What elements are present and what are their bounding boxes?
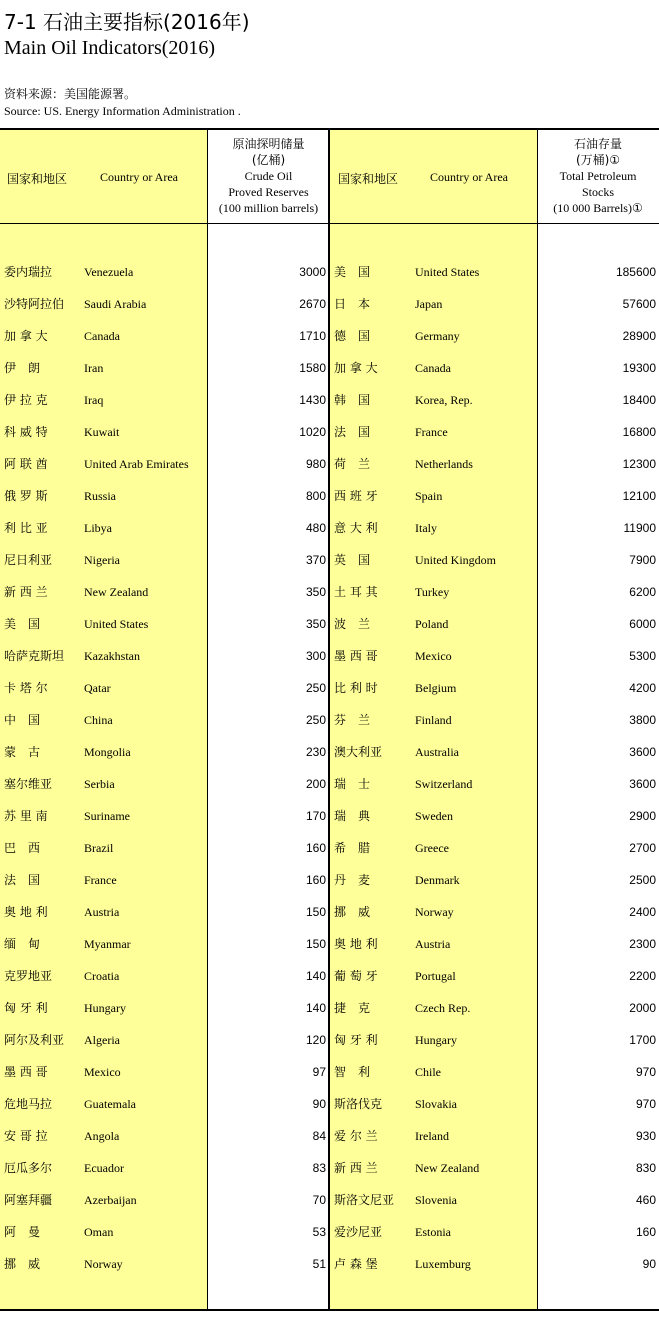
table-row	[0, 320, 659, 352]
left-country-en: Venezuela	[84, 265, 134, 279]
table-row	[0, 512, 659, 544]
stocks-value: 6200	[629, 585, 656, 599]
stocks-value: 970	[635, 1065, 656, 1079]
right-country-en: Belgium	[415, 681, 457, 695]
stocks-value: 16800	[622, 425, 656, 439]
stocks-value: 2700	[629, 841, 656, 855]
right-country-cn: 捷 克	[334, 1001, 371, 1015]
reserves-value: 1710	[299, 329, 326, 343]
left-country-cn: 危地马拉	[4, 1097, 53, 1111]
left-country-cn: 利 比 亚	[4, 521, 48, 535]
stocks-value: 19300	[622, 361, 656, 375]
stocks-value: 160	[635, 1225, 656, 1239]
stocks-value: 18400	[622, 393, 656, 407]
right-country-cn: 芬 兰	[334, 713, 371, 727]
left-country-cn: 克罗地亚	[4, 969, 53, 983]
left-country-en: Norway	[84, 1257, 123, 1271]
table-row	[0, 1248, 659, 1280]
header-country-en-left: Country or Area	[100, 170, 178, 184]
table-row	[0, 608, 659, 640]
table-row	[0, 1056, 659, 1088]
right-country-cn: 卢 森 堡	[334, 1257, 378, 1271]
stocks-value: 3600	[629, 777, 656, 791]
left-country-cn: 俄 罗 斯	[4, 489, 48, 503]
reserves-value: 2670	[299, 297, 326, 311]
reserves-value: 170	[305, 809, 326, 823]
stocks-value: 2000	[629, 1001, 656, 1015]
right-country-en: Switzerland	[415, 777, 473, 791]
source-note-cn: 资料来源：美国能源署。	[4, 87, 137, 101]
reserves-value: 200	[305, 777, 326, 791]
reserves-value: 84	[312, 1129, 326, 1143]
stocks-value: 2200	[629, 969, 656, 983]
left-country-en: China	[84, 713, 113, 727]
table-row	[0, 832, 659, 864]
header-reserves-en-3: (100 million barrels)	[218, 201, 319, 215]
stocks-value: 28900	[622, 329, 656, 343]
stocks-value: 1700	[629, 1033, 656, 1047]
right-country-cn: 澳大利亚	[334, 745, 383, 759]
right-country-en: Greece	[415, 841, 449, 855]
reserves-value: 350	[305, 617, 326, 631]
left-country-cn: 墨 西 哥	[4, 1065, 48, 1079]
reserves-value: 300	[305, 649, 326, 663]
table-row	[0, 352, 659, 384]
table-row	[0, 960, 659, 992]
right-country-en: Canada	[415, 361, 451, 375]
left-country-en: Iran	[84, 361, 104, 375]
right-country-en: Australia	[415, 745, 459, 759]
right-country-en: France	[415, 425, 448, 439]
reserves-value: 230	[305, 745, 326, 759]
reserves-value: 140	[305, 1001, 326, 1015]
right-country-cn: 德 国	[334, 329, 371, 343]
stocks-value: 2500	[629, 873, 656, 887]
left-country-cn: 缅 甸	[4, 937, 41, 951]
left-country-cn: 法 国	[4, 873, 41, 887]
left-country-en: Croatia	[84, 969, 120, 983]
right-country-cn: 瑞 典	[334, 809, 371, 823]
right-country-cn: 西 班 牙	[334, 489, 378, 503]
stocks-value: 2900	[629, 809, 656, 823]
right-country-en: Slovenia	[415, 1193, 457, 1207]
reserves-value: 1580	[299, 361, 326, 375]
left-country-cn: 沙特阿拉伯	[4, 297, 65, 311]
left-country-en: Austria	[84, 905, 120, 919]
left-country-cn: 阿 曼	[4, 1225, 41, 1239]
left-country-cn: 匈 牙 利	[4, 1001, 48, 1015]
stocks-value: 6000	[629, 617, 656, 631]
right-country-en: Germany	[415, 329, 460, 343]
left-country-cn: 阿 联 酋	[4, 457, 48, 471]
left-country-en: United States	[84, 617, 149, 631]
right-country-cn: 奥 地 利	[334, 937, 378, 951]
reserves-value: 70	[312, 1193, 326, 1207]
left-country-en: Hungary	[84, 1001, 126, 1015]
table-row	[0, 1024, 659, 1056]
right-country-cn: 荷 兰	[334, 457, 371, 471]
stocks-value: 460	[635, 1193, 656, 1207]
right-country-en: Czech Rep.	[415, 1001, 471, 1015]
reserves-value: 980	[305, 457, 326, 471]
table-row	[0, 1088, 659, 1120]
left-country-cn: 哈萨克斯坦	[4, 649, 65, 663]
right-country-en: Hungary	[415, 1033, 457, 1047]
right-country-en: Italy	[415, 521, 437, 535]
right-country-en: Portugal	[415, 969, 456, 983]
table-row	[0, 672, 659, 704]
left-country-en: Serbia	[84, 777, 115, 791]
right-country-en: Sweden	[415, 809, 453, 823]
right-country-cn: 匈 牙 利	[334, 1033, 378, 1047]
header-reserves-cn-1: 原油探明储量	[232, 137, 305, 151]
stocks-value: 5300	[629, 649, 656, 663]
left-country-cn: 加 拿 大	[4, 329, 48, 343]
table-row	[0, 896, 659, 928]
reserves-value: 1020	[299, 425, 326, 439]
left-country-en: France	[84, 873, 117, 887]
right-country-en: United Kingdom	[415, 553, 496, 567]
right-country-en: Spain	[415, 489, 443, 503]
left-country-cn: 巴 西	[4, 841, 41, 855]
stocks-value: 90	[642, 1257, 656, 1271]
left-country-cn: 塞尔维亚	[4, 777, 53, 791]
table-row	[0, 544, 659, 576]
table-row	[0, 1120, 659, 1152]
left-country-en: Oman	[84, 1225, 114, 1239]
page-title-cn: 7-1 石油主要指标(2016年)	[4, 10, 250, 34]
left-country-en: Libya	[84, 521, 112, 535]
stocks-value: 2300	[629, 937, 656, 951]
left-country-cn: 厄瓜多尔	[4, 1161, 53, 1175]
right-country-cn: 美 国	[334, 265, 371, 279]
right-country-en: Mexico	[415, 649, 452, 663]
left-country-en: Kuwait	[84, 425, 120, 439]
left-country-en: Mexico	[84, 1065, 121, 1079]
header-divider	[0, 223, 659, 224]
right-country-en: Austria	[415, 937, 451, 951]
left-country-en: Qatar	[84, 681, 111, 695]
table-row	[0, 256, 659, 288]
stocks-value: 970	[635, 1097, 656, 1111]
left-country-en: Angola	[84, 1129, 120, 1143]
table-row	[0, 992, 659, 1024]
stocks-value: 57600	[622, 297, 656, 311]
right-country-cn: 丹 麦	[334, 873, 371, 887]
left-country-en: Russia	[84, 489, 117, 503]
left-country-cn: 卡 塔 尔	[4, 681, 48, 695]
stocks-value: 930	[635, 1129, 656, 1143]
stocks-value: 2400	[629, 905, 656, 919]
left-country-en: Suriname	[84, 809, 130, 823]
right-country-en: Netherlands	[415, 457, 473, 471]
left-country-en: Kazakhstan	[84, 649, 140, 663]
left-country-en: Saudi Arabia	[84, 297, 147, 311]
header-reserves-en-2: Proved Reserves	[228, 185, 309, 199]
right-country-en: Denmark	[415, 873, 460, 887]
reserves-value: 1430	[299, 393, 326, 407]
left-country-cn: 伊 朗	[4, 361, 41, 375]
right-country-cn: 希 腊	[334, 841, 371, 855]
stocks-value: 3800	[629, 713, 656, 727]
table-row	[0, 736, 659, 768]
right-country-en: Turkey	[415, 585, 450, 599]
stocks-value: 11900	[623, 521, 656, 535]
right-country-cn: 爱沙尼亚	[334, 1225, 383, 1239]
right-country-cn: 爱 尔 兰	[334, 1129, 378, 1143]
reserves-value: 90	[312, 1097, 326, 1111]
left-country-en: Brazil	[84, 841, 114, 855]
source-note-en: Source: US. Energy Information Administration .	[4, 104, 241, 118]
header-stocks	[537, 136, 659, 216]
left-country-en: United Arab Emirates	[84, 457, 189, 471]
stocks-value: 7900	[629, 553, 656, 567]
left-country-en: New Zealand	[84, 585, 149, 599]
left-country-cn: 奥 地 利	[4, 905, 48, 919]
left-country-cn: 科 威 特	[4, 425, 48, 439]
right-country-en: Finland	[415, 713, 452, 727]
right-country-en: Ireland	[415, 1129, 449, 1143]
left-country-cn: 伊 拉 克	[4, 393, 48, 407]
left-country-en: Guatemala	[84, 1097, 136, 1111]
reserves-value: 250	[305, 681, 326, 695]
table-row	[0, 480, 659, 512]
right-country-en: Chile	[415, 1065, 441, 1079]
left-country-en: Ecuador	[84, 1161, 124, 1175]
header-stocks-en-2: Stocks	[581, 185, 614, 199]
right-country-cn: 新 西 兰	[334, 1161, 378, 1175]
header-stocks-cn-2: (万桶)①	[575, 153, 621, 167]
stocks-value: 4200	[629, 681, 656, 695]
header-reserves-cn-2: (亿桶)	[251, 153, 286, 167]
left-country-en: Mongolia	[84, 745, 131, 759]
right-country-cn: 土 耳 其	[334, 585, 378, 599]
table-row	[0, 416, 659, 448]
right-country-cn: 葡 萄 牙	[334, 969, 378, 983]
header-reserves	[207, 136, 330, 216]
stocks-value: 3600	[629, 745, 656, 759]
reserves-value: 97	[312, 1065, 326, 1079]
left-country-cn: 美 国	[4, 617, 41, 631]
stocks-value: 830	[635, 1161, 656, 1175]
right-country-cn: 波 兰	[334, 617, 371, 631]
right-country-cn: 斯洛伐克	[334, 1097, 383, 1111]
reserves-value: 150	[305, 905, 326, 919]
header-country-cn-right: 国家和地区	[338, 172, 399, 186]
left-country-cn: 尼日利亚	[4, 553, 53, 567]
right-country-cn: 挪 威	[334, 905, 371, 919]
right-country-en: New Zealand	[415, 1161, 480, 1175]
right-country-cn: 墨 西 哥	[334, 649, 378, 663]
right-country-cn: 比 利 时	[334, 681, 378, 695]
right-country-cn: 瑞 士	[334, 777, 371, 791]
right-country-cn: 意 大 利	[334, 521, 378, 535]
table-row	[0, 928, 659, 960]
header-stocks-en-1: Total Petroleum	[559, 169, 637, 183]
reserves-value: 3000	[299, 265, 326, 279]
left-country-cn: 委内瑞拉	[4, 265, 53, 279]
page-title-en: Main Oil Indicators(2016)	[4, 37, 216, 59]
right-country-en: Korea, Rep.	[415, 393, 473, 407]
left-country-cn: 阿塞拜疆	[4, 1193, 53, 1207]
table-row	[0, 640, 659, 672]
table-row	[0, 1152, 659, 1184]
table-row	[0, 864, 659, 896]
reserves-value: 51	[312, 1257, 326, 1271]
right-country-cn: 英 国	[334, 553, 371, 567]
reserves-value: 150	[305, 937, 326, 951]
left-country-cn: 新 西 兰	[4, 585, 48, 599]
right-country-cn: 法 国	[334, 425, 371, 439]
right-country-cn: 加 拿 大	[334, 361, 378, 375]
left-country-en: Canada	[84, 329, 120, 343]
reserves-value: 160	[305, 873, 326, 887]
left-country-cn: 蒙 古	[4, 745, 41, 759]
left-country-cn: 中 国	[4, 713, 41, 727]
right-country-en: Estonia	[415, 1225, 451, 1239]
header-country-cn-left: 国家和地区	[7, 172, 68, 186]
oil-indicators-table	[0, 128, 659, 1311]
left-country-cn: 挪 威	[4, 1257, 41, 1271]
right-country-en: Poland	[415, 617, 449, 631]
table-row	[0, 1184, 659, 1216]
reserves-value: 350	[305, 585, 326, 599]
table-row	[0, 800, 659, 832]
table-row	[0, 768, 659, 800]
left-country-en: Myanmar	[84, 937, 131, 951]
reserves-value: 800	[305, 489, 326, 503]
right-country-cn: 日 本	[334, 297, 371, 311]
left-country-cn: 安 哥 拉	[4, 1129, 48, 1143]
right-country-en: Norway	[415, 905, 454, 919]
header-stocks-cn-1: 石油存量	[573, 137, 622, 151]
table-row	[0, 288, 659, 320]
reserves-value: 250	[305, 713, 326, 727]
stocks-value: 185600	[615, 265, 656, 279]
reserves-value: 83	[312, 1161, 326, 1175]
right-country-en: Japan	[415, 297, 443, 311]
right-country-en: Slovakia	[415, 1097, 457, 1111]
left-country-cn: 苏 里 南	[4, 809, 48, 823]
right-country-en: Luxemburg	[415, 1257, 471, 1271]
reserves-value: 370	[305, 553, 326, 567]
left-country-en: Algeria	[84, 1033, 120, 1047]
stocks-value: 12300	[622, 457, 656, 471]
reserves-value: 53	[312, 1225, 326, 1239]
table-row	[0, 704, 659, 736]
table-row	[0, 448, 659, 480]
header-country-en-right: Country or Area	[430, 170, 508, 184]
left-country-en: Nigeria	[84, 553, 120, 567]
table-row	[0, 384, 659, 416]
stocks-value: 12100	[622, 489, 656, 503]
header-stocks-en-3: (10 000 Barrels)①	[553, 201, 643, 215]
reserves-value: 160	[305, 841, 326, 855]
header-reserves-en-1: Crude Oil	[244, 169, 293, 183]
reserves-value: 140	[305, 969, 326, 983]
right-country-cn: 智 利	[334, 1065, 371, 1079]
left-country-en: Iraq	[84, 393, 104, 407]
right-country-cn: 韩 国	[334, 393, 371, 407]
left-country-cn: 阿尔及利亚	[4, 1033, 65, 1047]
table-row	[0, 576, 659, 608]
right-country-cn: 斯洛文尼亚	[334, 1193, 395, 1207]
reserves-value: 120	[305, 1033, 326, 1047]
table-row	[0, 1216, 659, 1248]
left-country-en: Azerbaijan	[84, 1193, 137, 1207]
reserves-value: 480	[305, 521, 326, 535]
right-country-en: United States	[415, 265, 480, 279]
